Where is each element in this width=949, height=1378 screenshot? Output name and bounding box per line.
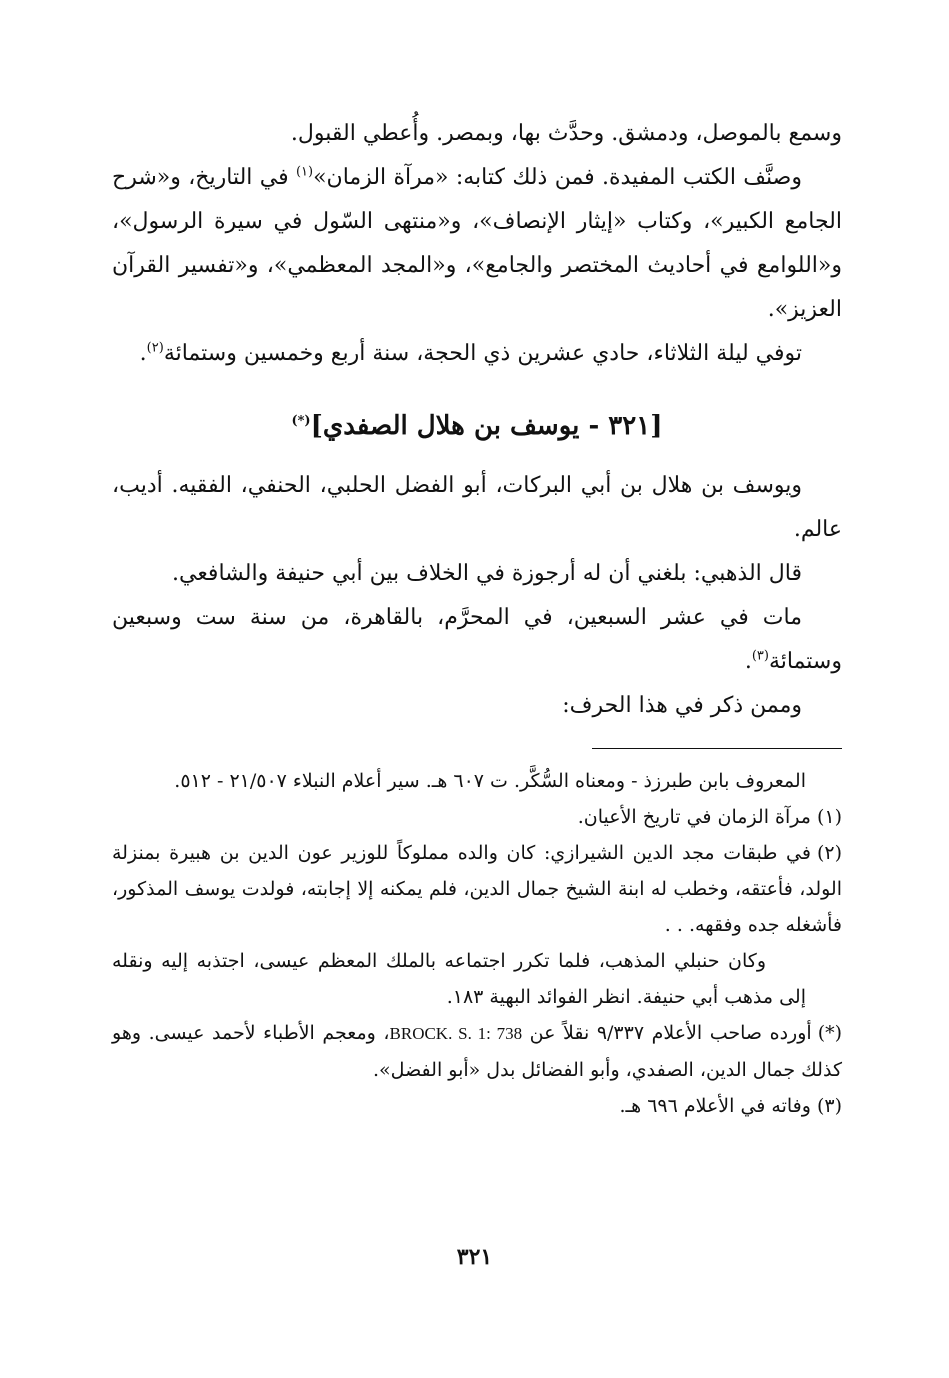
footnote-2-continued-text: وكان حنبلي المذهب، فلما تكرر اجتماعه بالملك المعظم عيسى، اجتذبه إليه ونقله إلى مذهب أبي حنيفة. انظر الفوائد البهية ١٨٣.: [112, 950, 806, 1008]
paragraph-3-text-a: توفي ليلة الثلاثاء، حادي عشرين ذي الحجة، سنة أربع وخمسين وستمائة: [163, 341, 802, 366]
paragraph-6-text-b: .: [744, 649, 752, 674]
page-content: [112, 112, 842, 1124]
footnote-1-number: (١): [816, 806, 842, 828]
footnote-star: [112, 1015, 842, 1088]
paragraph-1: [112, 112, 842, 156]
footnote-2-text: في طبقات مجد الدين الشيرازي: كان والده مملوكاً للوزير عون الدين بن هبيرة بمنزلة الولد، فأعتقه، وخطب له ابنة الشيخ جمال الدين، فلم يمكنه إلا إجابته، فولدت يوسف المذكور، فأشغله جده وفقهه. . .: [112, 842, 842, 936]
footnote-2: [112, 835, 842, 943]
footnote-continuation: [112, 763, 842, 799]
footnote-ref-3[interactable]: (٣): [751, 648, 769, 664]
paragraph-6-text-a: مات في عشر السبعين، في المحرَّم، بالقاهرة، من سنة ست وسبعين وستمائة: [112, 605, 842, 674]
paragraph-6: [112, 596, 842, 684]
footnote-ref-2[interactable]: (٢): [146, 340, 164, 356]
footnote-ref-1[interactable]: (١): [295, 164, 314, 180]
footnote-2-continued: [112, 943, 842, 1015]
footnote-star-text-b: ، ومعجم الأطباء لأحمد عيسى. وهو كذلك جمال الدين، الصفدي، وأبو الفضائل بدل «أبو الفضل».: [112, 1022, 842, 1081]
footnote-separator: [592, 748, 842, 749]
paragraph-1-text: وسمع بالموصل، ودمشق. وحدَّث بها، وبمصر. وأُعطي القبول.: [290, 121, 842, 146]
paragraph-5-text: قال الذهبي: بلغني أن له أرجوزة في الخلاف بين أبي حنيفة والشافعي.: [171, 561, 802, 586]
paragraph-5: [112, 552, 842, 596]
footnote-continuation-text: المعروف بابن طبرزذ - ومعناه السُّكَّر. ت ٦٠٧ هـ. سير أعلام النبلاء ٢١/٥٠٧ - ٥١٢.: [174, 770, 806, 792]
paragraph-7-text: وممن ذكر في هذا الحرف:: [562, 693, 802, 718]
footnote-star-number: (*): [817, 1022, 843, 1044]
page-number: ٣٢١: [456, 1244, 493, 1270]
paragraph-7: [112, 684, 842, 728]
footnote-3-number: (٣): [816, 1095, 842, 1117]
paragraph-2: [112, 156, 842, 332]
footnote-3-text: وفاته في الأعلام ٦٩٦ هـ.: [619, 1095, 811, 1117]
entry-heading-text: [٣٢١ - يوسف بن هلال الصفدي]: [310, 411, 663, 441]
entry-heading: [112, 406, 842, 446]
paragraph-4-text: ويوسف بن هلال بن أبي البركات، أبو الفضل الحلبي، الحنفي، الفقيه. أديب، عالم.: [112, 473, 842, 542]
paragraph-3-text-b: .: [139, 341, 147, 366]
footnote-ref-star[interactable]: (*): [291, 413, 311, 429]
paragraph-2-text-b: في التاريخ، و«شرح الجامع الكبير»، وكتاب «إيثار الإنصاف»، و«منتهى السّول في سيرة الرسول»، و«اللوامع في أحاديث المختصر والجامع»، و«المجد المعظمي»، و«تفسير القرآن العزيز».: [112, 165, 842, 322]
footnote-star-latin-ref: BROCK. S. 1: 738: [389, 1024, 523, 1043]
paragraph-3: [112, 332, 842, 376]
paragraph-2-text-a: وصنَّف الكتب المفيدة. فمن ذلك كتابه: «مرآة الزمان»: [313, 165, 802, 190]
footnote-1: [112, 799, 842, 835]
footnote-star-text-a: أورده صاحب الأعلام ٩/٣٣٧ نقلاً عن: [522, 1022, 812, 1044]
footnote-3: [112, 1088, 842, 1124]
footnote-1-text: مرآة الزمان في تاريخ الأعيان.: [577, 806, 811, 828]
footnote-2-number: (٢): [816, 842, 842, 864]
paragraph-4: [112, 464, 842, 552]
